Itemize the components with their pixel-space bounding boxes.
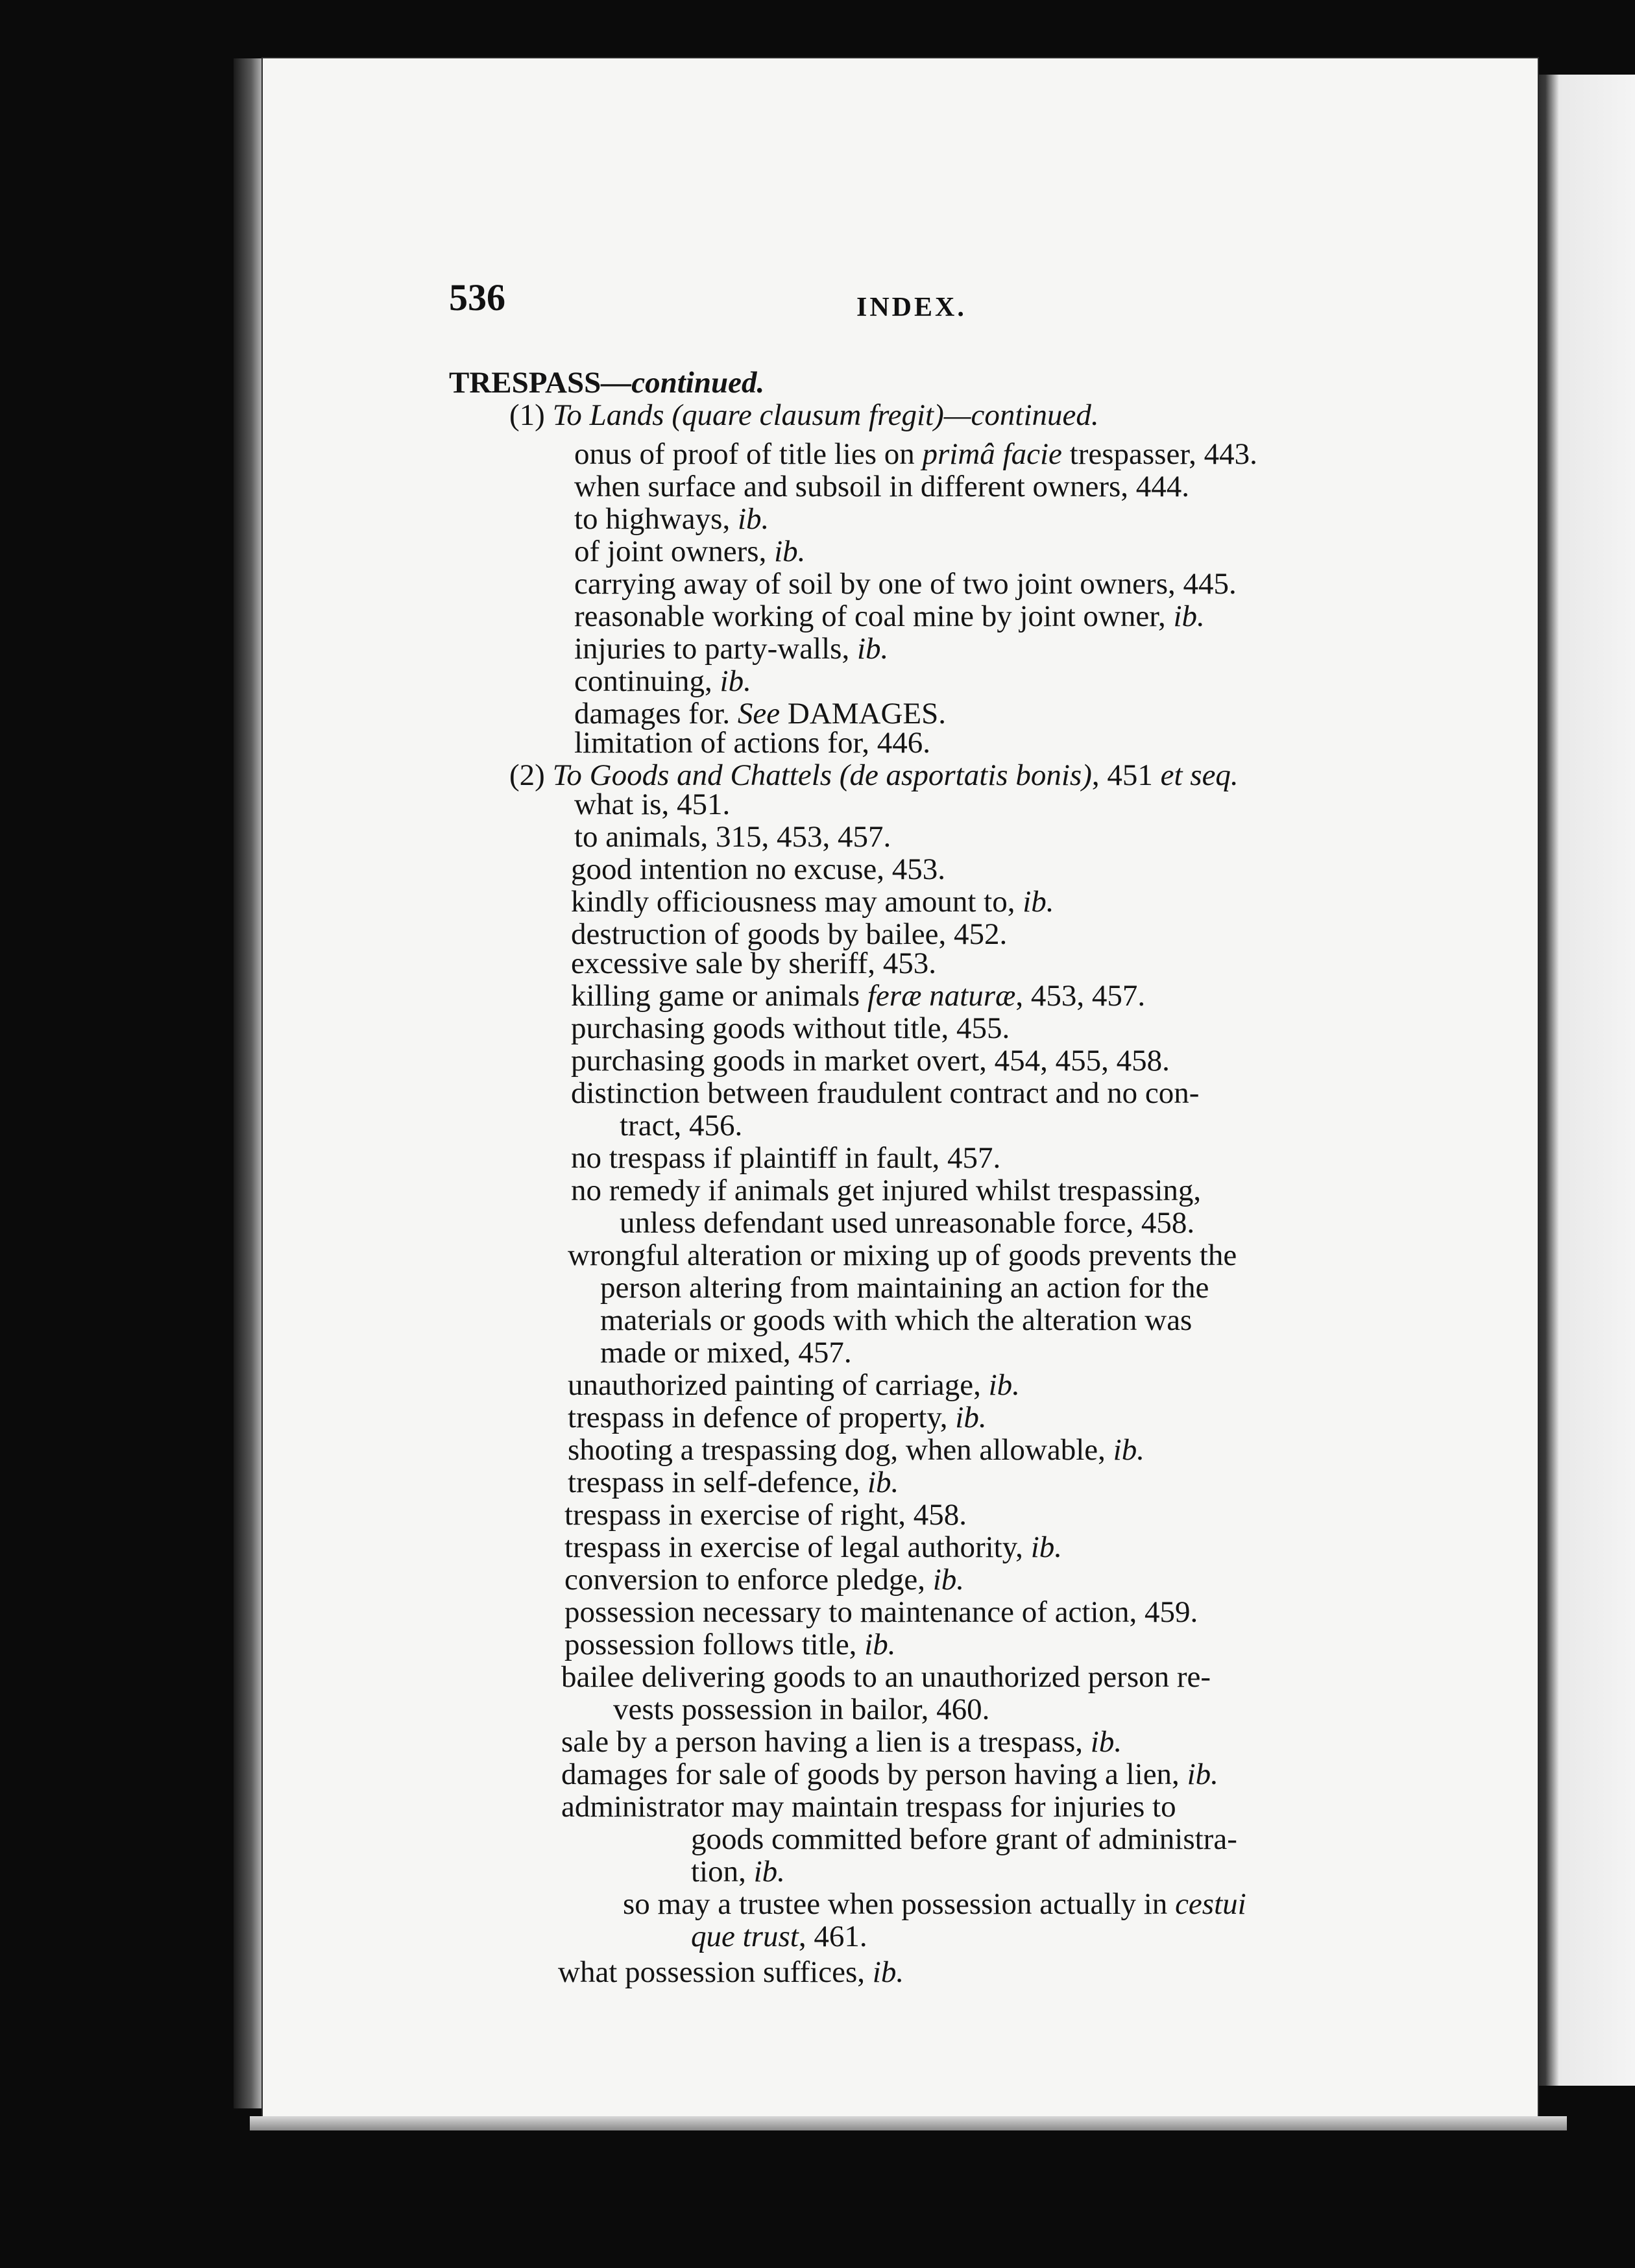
- subheading: (1) To Lands (quare clausum fregit)—continued.: [509, 398, 1099, 432]
- page-title: INDEX.: [856, 293, 967, 322]
- page-number: 536: [449, 276, 505, 319]
- index-line: bailee delivering goods to an unauthorized person re-: [561, 1660, 1211, 1694]
- index-line: destruction of goods by bailee, 452.: [571, 917, 1008, 951]
- index-line: distinction between fraudulent contract and no con-: [571, 1076, 1200, 1110]
- index-line: onus of proof of title lies on primâ facie trespasser, 443.: [574, 437, 1257, 471]
- index-line: to highways, ib.: [574, 502, 769, 536]
- index-line: so may a trustee when possession actually in cestui: [623, 1887, 1246, 1921]
- index-line: trespass in self-defence, ib.: [568, 1466, 899, 1499]
- index-line: wrongful alteration or mixing up of goods prevents the: [568, 1238, 1237, 1272]
- index-line: made or mixed, 457.: [600, 1336, 852, 1369]
- index-line: possession necessary to maintenance of action, 459.: [564, 1595, 1198, 1629]
- index-line: kindly officiousness may amount to, ib.: [571, 885, 1054, 919]
- index-line: excessive sale by sheriff, 453.: [571, 947, 936, 980]
- index-line: sale by a person having a lien is a trespass, ib.: [561, 1725, 1122, 1759]
- index-line: trespass in exercise of legal authority, ib.: [564, 1530, 1062, 1564]
- index-line: tion, ib.: [691, 1855, 785, 1888]
- index-line: when surface and subsoil in different owners, 444.: [574, 470, 1190, 503]
- index-line: injuries to party-walls, ib.: [574, 632, 889, 666]
- page-bottom-edge: [250, 2116, 1567, 2130]
- index-line: reasonable working of coal mine by joint owner, ib.: [574, 599, 1205, 633]
- index-line: possession follows title, ib.: [564, 1628, 896, 1661]
- index-line: what is, 451.: [574, 788, 731, 821]
- index-line: killing game or animals feræ naturæ, 453, 457.: [571, 979, 1146, 1013]
- entry-heading: TRESPASS—continued.: [449, 366, 765, 400]
- index-line: trespass in exercise of right, 458.: [564, 1498, 967, 1532]
- index-line: unauthorized painting of carriage, ib.: [568, 1368, 1020, 1402]
- index-line: limitation of actions for, 446.: [574, 726, 930, 760]
- index-line: good intention no excuse, 453.: [571, 852, 945, 886]
- index-line: damages for sale of goods by person having a lien, ib.: [561, 1757, 1218, 1791]
- index-line: continuing, ib.: [574, 664, 751, 698]
- index-line: person altering from maintaining an action for the: [600, 1271, 1209, 1305]
- index-line: no remedy if animals get injured whilst trespassing,: [571, 1174, 1202, 1207]
- index-line: of joint owners, ib.: [574, 535, 806, 568]
- index-line: tract, 456.: [620, 1109, 743, 1142]
- index-line: unless defendant used unreasonable force, 458.: [620, 1206, 1195, 1240]
- index-line: que trust, 461.: [691, 1920, 867, 1953]
- index-line: purchasing goods without title, 455.: [571, 1011, 1010, 1045]
- index-line: administrator may maintain trespass for injuries to: [561, 1790, 1176, 1824]
- index-line: materials or goods with which the alteration was: [600, 1303, 1193, 1337]
- index-line: conversion to enforce pledge, ib.: [564, 1563, 965, 1597]
- index-line: vests possession in bailor, 460.: [613, 1693, 990, 1726]
- index-line: shooting a trespassing dog, when allowable, ib.: [568, 1433, 1144, 1467]
- index-line: damages for. See DAMAGES.: [574, 697, 947, 730]
- index-line: what possession suffices, ib.: [558, 1955, 904, 1989]
- index-line: purchasing goods in market overt, 454, 455, 458.: [571, 1044, 1170, 1078]
- index-line: no trespass if plaintiff in fault, 457.: [571, 1141, 1001, 1175]
- index-line: to animals, 315, 453, 457.: [574, 820, 891, 854]
- subheading: (2) To Goods and Chattels (de asportatis bonis), 451 et seq.: [509, 758, 1239, 792]
- facing-page-edge: [1538, 75, 1635, 2086]
- index-line: carrying away of soil by one of two joint owners, 445.: [574, 567, 1237, 601]
- index-line: goods committed before grant of administra-: [691, 1822, 1237, 1856]
- index-line: trespass in defence of property, ib.: [568, 1401, 987, 1434]
